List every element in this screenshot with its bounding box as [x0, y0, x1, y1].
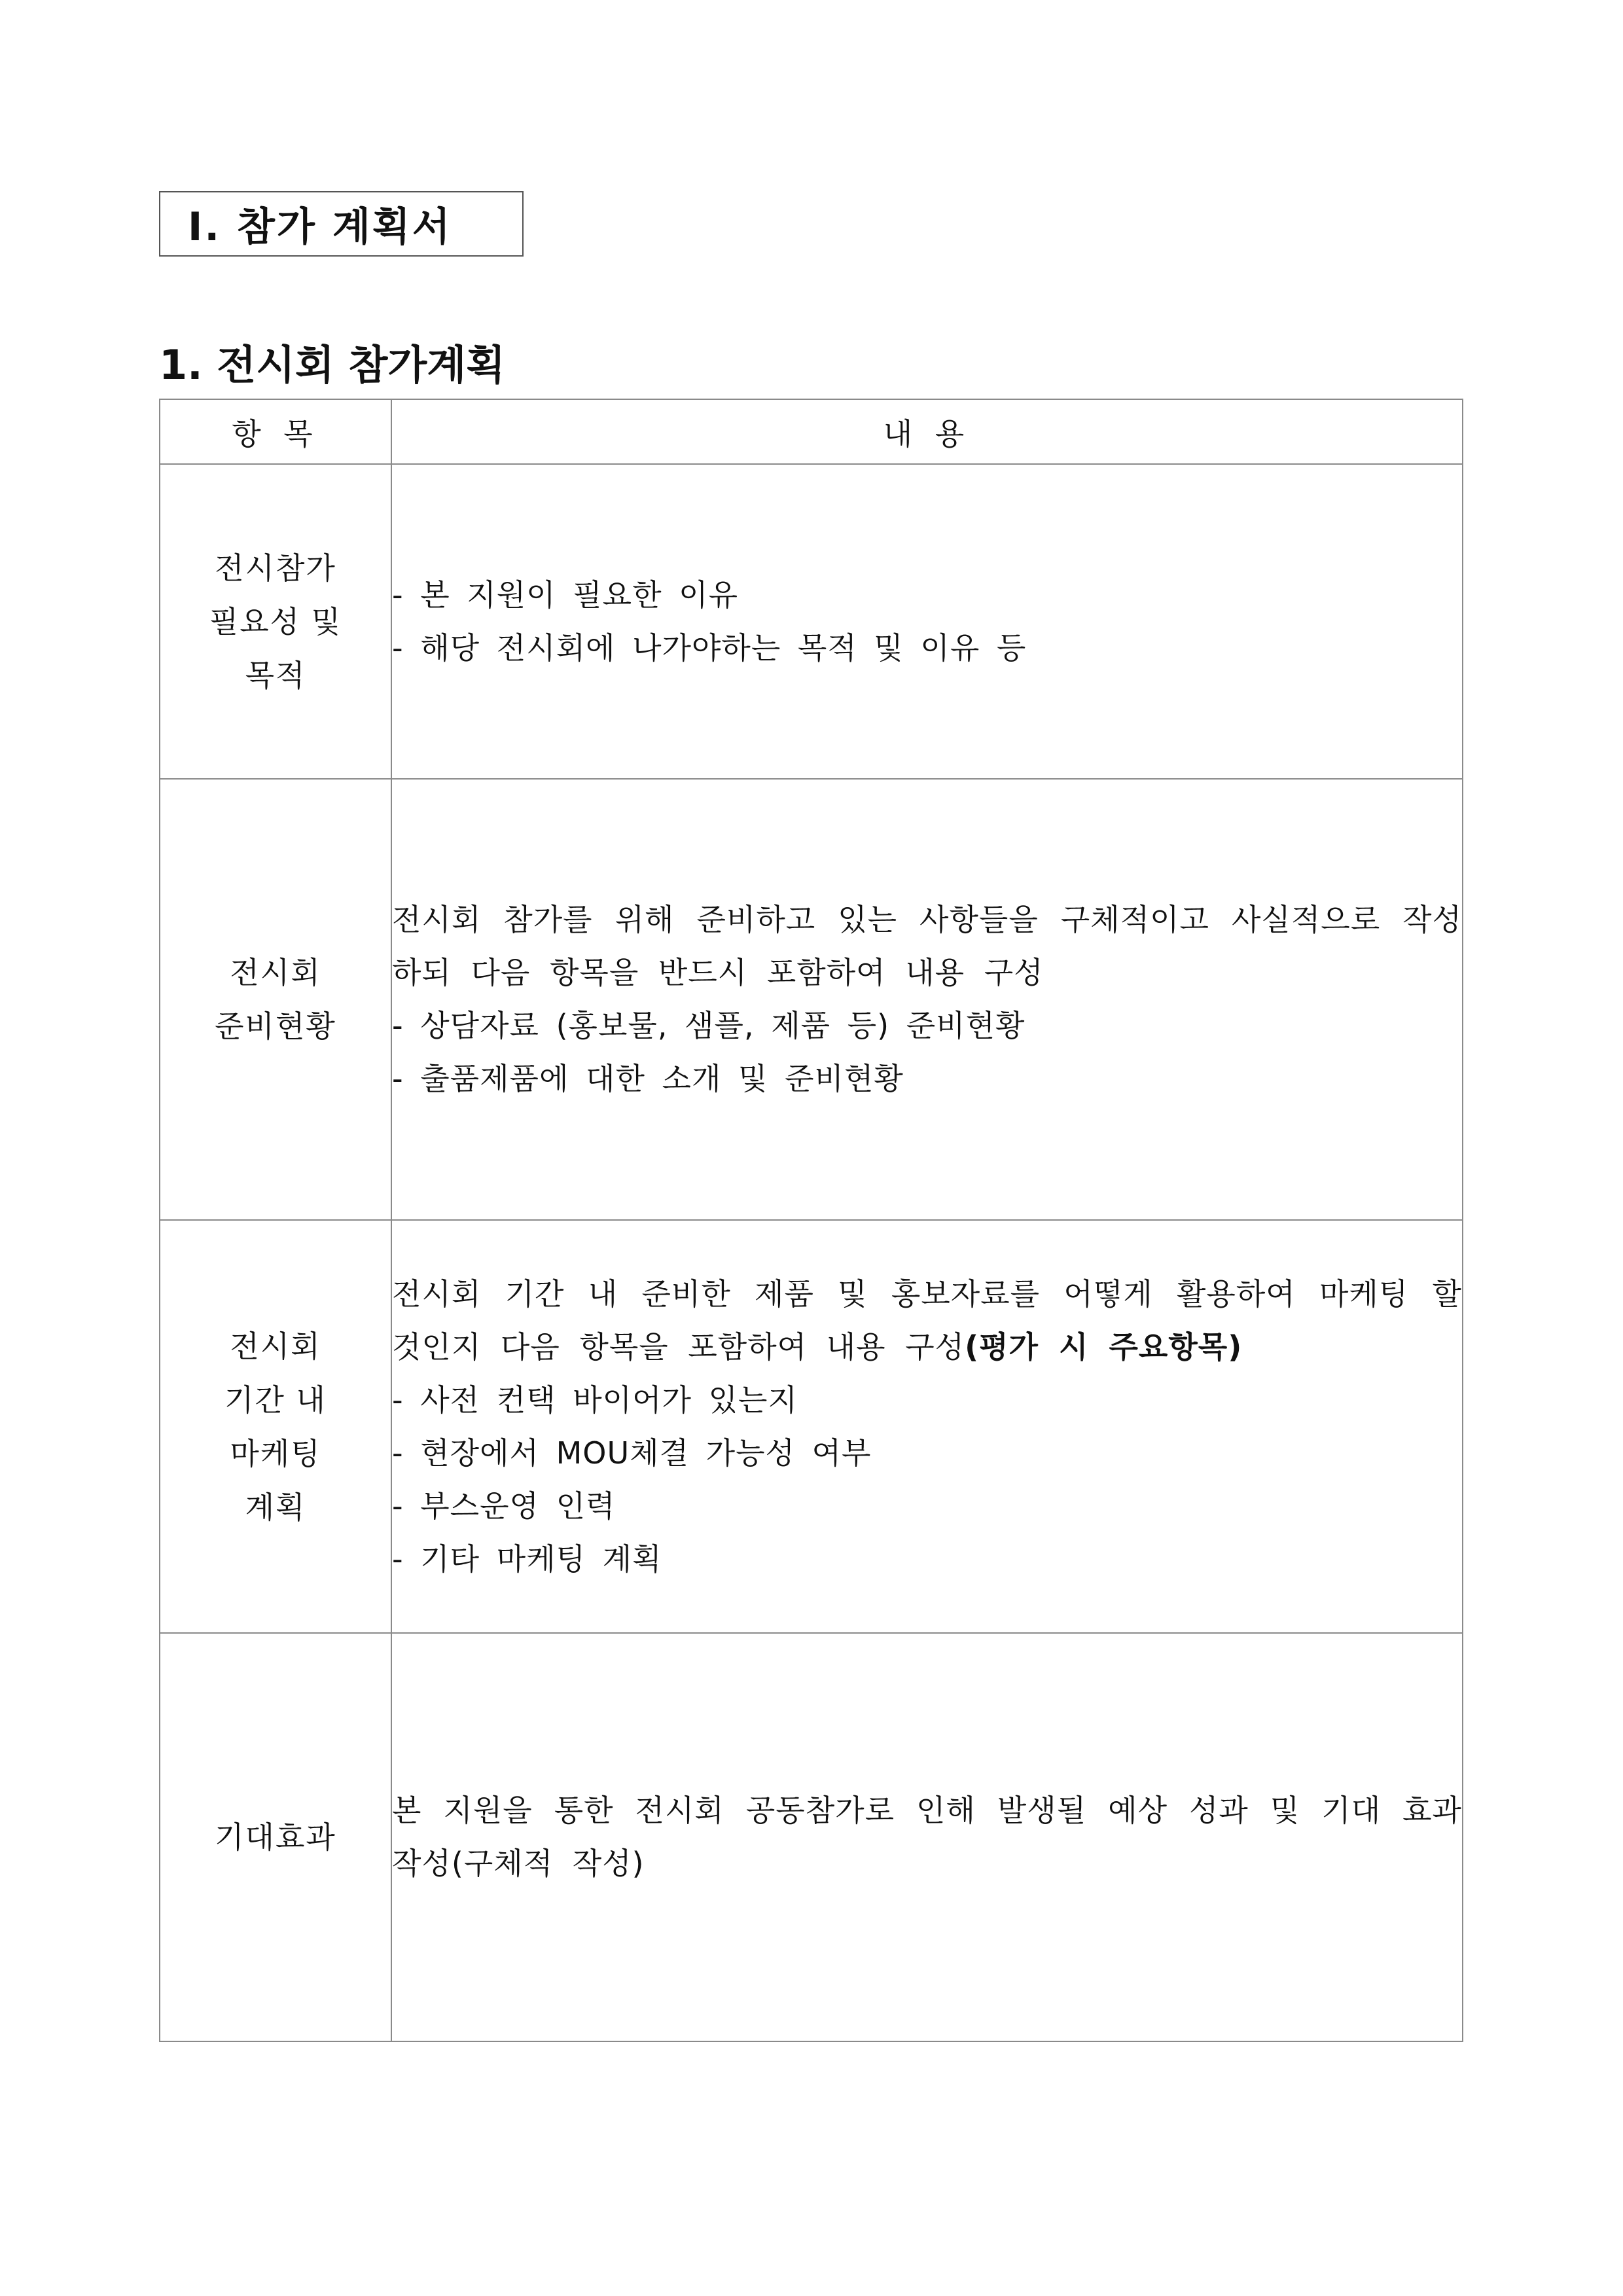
table-row: [160, 1633, 1463, 2041]
content-paragraph: 전시회 참가를 위해 준비하고 있는 사항들을 구체적이고 사실적으로 작성하되 다음 항목을 반드시 포함하여 내용 구성: [392, 902, 1462, 990]
header-item: 항 목: [160, 399, 391, 464]
item-line: 기대효과: [215, 1820, 336, 1855]
table-header-row: [160, 399, 1463, 464]
row-item-preparation: [160, 779, 391, 1220]
participation-plan-table: [159, 399, 1463, 2042]
row-content-expected-effect: [391, 1633, 1463, 2041]
table-row: [160, 779, 1463, 1220]
content-bullet: - 사전 컨택 바이어가 있는지: [392, 1382, 798, 1418]
table-row: [160, 464, 1463, 779]
content-bullet: - 현장에서 MOU체결 가능성 여부: [392, 1435, 872, 1471]
item-line: 기간 내: [224, 1382, 327, 1418]
item-line: 전시참가: [215, 550, 336, 586]
row-content-marketing: [391, 1220, 1463, 1633]
row-item-marketing: [160, 1220, 391, 1633]
table-row: [160, 1220, 1463, 1633]
content-bullet: - 기타 마케팅 계획: [392, 1541, 662, 1577]
item-line: 준비현황: [215, 1009, 336, 1044]
content-paragraph: [392, 1268, 1462, 1374]
item-line: 목적: [245, 657, 306, 693]
item-line: 전시회: [230, 1328, 321, 1364]
paragraph-text: 전시회 기간 내 준비한 제품 및 홍보자료를 어떻게 활용하여 마케팅 할 것인지 다음 항목을 포함하여 내용 구성: [392, 1276, 1462, 1365]
paragraph-emphasis: (평가 시 주요항목): [965, 1329, 1243, 1365]
document-title: Ⅰ. 참가 계획서: [159, 191, 524, 257]
content-bullet: - 본 지원이 필요한 이유: [392, 577, 739, 613]
content-bullet: - 부스운영 인력: [392, 1488, 616, 1524]
row-item-expected-effect: [160, 1633, 391, 2041]
item-line: 필요성 및: [209, 603, 342, 639]
item-line: 계획: [245, 1489, 306, 1525]
row-item-necessity: [160, 464, 391, 779]
item-line: 전시회: [230, 955, 321, 990]
content-paragraph: 본 지원을 통한 전시회 공동참가로 인해 발생될 예상 성과 및 기대 효과 작성(구체적 작성): [392, 1793, 1462, 1881]
header-content: 내 용: [391, 399, 1463, 464]
content-bullet: - 해당 전시회에 나가야하는 목적 및 이유 등: [392, 630, 1027, 666]
content-bullet: - 출품제품에 대한 소개 및 준비현황: [392, 1061, 904, 1096]
item-line: 마케팅: [230, 1435, 321, 1471]
row-content-preparation: [391, 779, 1463, 1220]
content-bullet: - 상담자료 (홍보물, 샘플, 제품 등) 준비현황: [392, 1008, 1026, 1043]
section-heading: 1. 전시회 참가계획: [159, 341, 506, 389]
row-content-necessity: [391, 464, 1463, 779]
